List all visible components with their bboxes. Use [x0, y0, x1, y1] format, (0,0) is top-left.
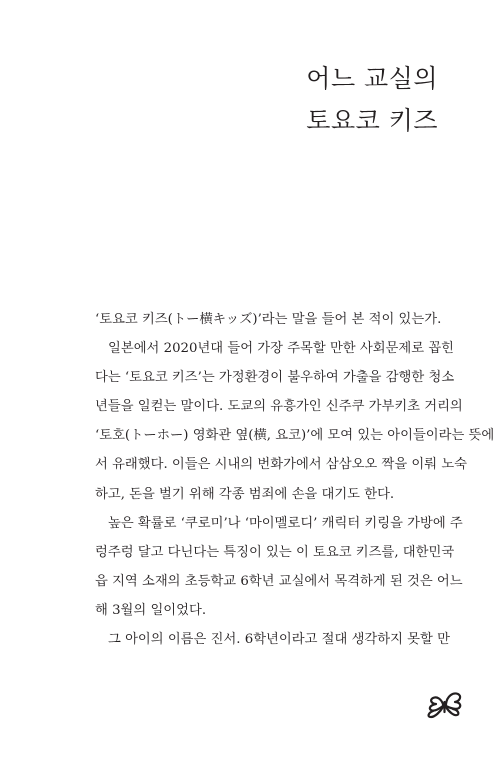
body-line: ‘토호(トーホー) 영화관 옆(横, 요코)’에 모여 있는 아이들이라는 뜻에	[95, 428, 495, 444]
body-line: 렁주렁 달고 다닌다는 특징이 있는 이 토요코 키즈를, 대한민국	[95, 544, 455, 560]
body-text	[95, 305, 495, 654]
body-line: 하고, 돈을 벌기 위해 각종 범죄에 손을 대기도 한다.	[95, 486, 395, 502]
chapter-title	[306, 58, 438, 142]
butterfly-ornament-icon	[425, 690, 465, 724]
body-line: ‘토요코 키즈(トー横キッズ)’라는 말을 들어 본 적이 있는가.	[95, 312, 442, 327]
body-line: 읍 지역 소재의 초등학교 6학년 교실에서 목격하게 된 것은 어느	[95, 573, 463, 589]
body-line: 높은 확률로 ‘쿠로미’나 ‘마이멜로디’ 캐릭터 키링을 가방에 주	[108, 515, 463, 531]
body-line: 년들을 일컫는 말이다. 도쿄의 유흥가인 신주쿠 가부키초 거리의	[95, 399, 463, 415]
body-line: 해 3월의 일이었다.	[95, 602, 207, 618]
body-line: 서 유래했다. 이들은 시내의 번화가에서 삼삼오오 짝을 이뤄 노숙	[95, 457, 468, 473]
body-line: 다는 ‘토요코 키즈’는 가정환경이 불우하여 가출을 감행한 청소	[95, 370, 455, 386]
body-line: 일본에서 2020년대 들어 가장 주목할 만한 사회문제로 꼽힌	[108, 341, 455, 357]
body-line: 그 아이의 이름은 진서. 6학년이라고 절대 생각하지 못할 만	[108, 632, 450, 648]
chapter-title-line-1: 어느 교실의	[306, 64, 438, 93]
chapter-title-line-2: 토요코 키즈	[306, 106, 438, 135]
